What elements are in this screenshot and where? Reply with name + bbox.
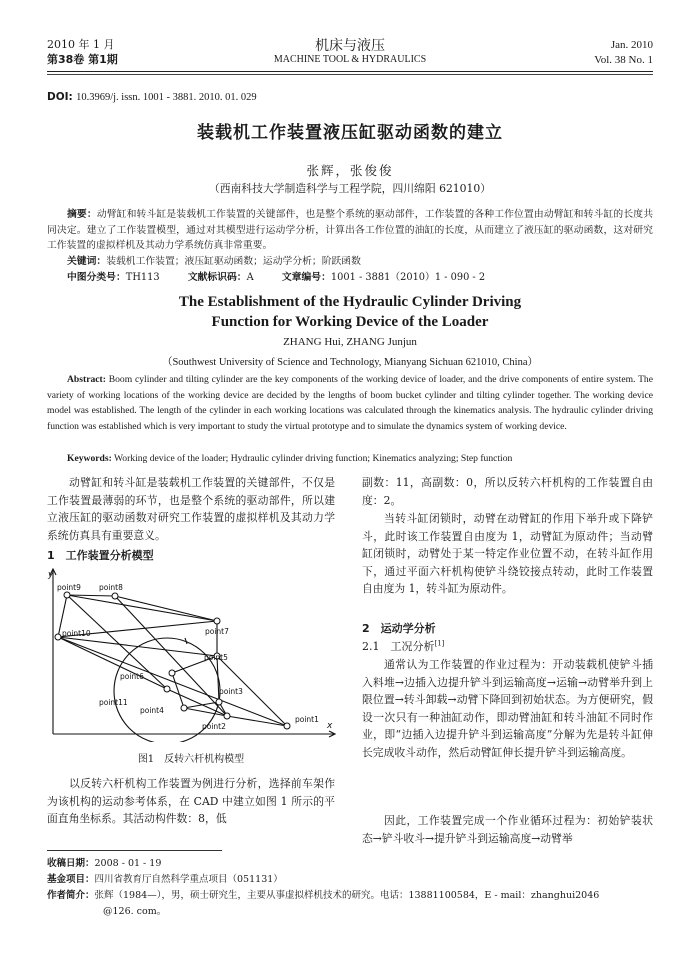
footnote-author bbox=[47, 888, 653, 903]
section-2-1-heading bbox=[362, 638, 444, 654]
figure-1-linkage bbox=[47, 566, 342, 742]
author-label: 作者简介： bbox=[47, 890, 95, 901]
abstract-cn-label: 摘要： bbox=[67, 209, 97, 220]
section-1-heading: 1 工作装置分析模型 bbox=[47, 549, 154, 562]
footnote-fund bbox=[47, 872, 653, 887]
abstract-en-label: Abstract: bbox=[67, 374, 106, 385]
footnote-received bbox=[47, 856, 653, 871]
keywords-en-text: Working device of the loader; Hydraulic cylinder driving function; Kinematics analyzing; Step function bbox=[114, 453, 513, 464]
header-journal-en: MACHINE TOOL & HYDRAULICS bbox=[273, 54, 427, 65]
clc-value: TH113 bbox=[125, 272, 160, 283]
footnote-rule bbox=[47, 850, 222, 851]
header-rule-thin bbox=[47, 74, 653, 75]
left-after-figure: 以反转六杆机构工作装置为例进行分析，选择前车架作为该机构的运动参考体系，在 CAD 中建立如图 1 所示的平面直角坐标系。其活动构件数：8，低 bbox=[47, 777, 335, 826]
keywords-cn-text: 装载机工作装置；液压缸驱动函数；运动学分析；阶跃函数 bbox=[106, 256, 361, 267]
right-p1: 副数：11，高副数：0，所以反转六杆机构的工作装置自由度：2。 bbox=[362, 476, 653, 507]
section-2-heading: 2 运动学分析 bbox=[362, 622, 436, 635]
keywords-en bbox=[47, 451, 653, 467]
joint-point11 bbox=[164, 686, 170, 692]
joint-point9 bbox=[64, 592, 70, 598]
article-label: 文章编号： bbox=[281, 272, 331, 283]
label-point9: point9 bbox=[57, 583, 81, 592]
affiliation-en: （Southwest University of Science and Technology, Mianyang Sichuan 621010, China） bbox=[161, 357, 539, 368]
header-journal-cn: 机床与液压 bbox=[315, 38, 385, 54]
right-p2: 当转斗缸闭锁时，动臂在动臂缸的作用下举升或下降铲斗，此时该工作装置自由度为 1，动臂缸为原动件；当动臂缸闭锁时，动臂处于某一特定作业位置不动，在转斗缸作用下，通过平面六杆机构使铲斗绕铰接点转动，此时工作装置自由度为 1，转斗缸为原动件。 bbox=[362, 512, 653, 596]
received-label: 收稿日期： bbox=[47, 858, 95, 869]
left-intro: 动臂缸和转斗缸是装载机工作装置的关键部件，不仅是工作装置最薄弱的环节，也是整个系统的驱动部件，所以建立液压缸的驱动函数对研究工作装置的虚拟样机及其动力学系统仿真具有重要意义。 bbox=[47, 476, 335, 542]
article-value: 1001 - 3881（2010）1 - 090 - 2 bbox=[330, 272, 486, 283]
header-volume-cn: 第38卷 第1期 bbox=[47, 53, 118, 66]
received-value: 2008 - 01 - 19 bbox=[94, 858, 162, 869]
footnote-author-email: @126. com。 bbox=[103, 906, 167, 917]
label-point2: point2 bbox=[202, 722, 226, 731]
section-2-1-ref: [1] bbox=[434, 639, 445, 648]
abstract-cn bbox=[47, 207, 653, 254]
header-volume-en: Vol. 38 No. 1 bbox=[594, 54, 653, 66]
title-cn: 装载机工作装置液压缸驱动函数的建立 bbox=[197, 123, 503, 143]
joint-point8 bbox=[112, 593, 118, 599]
authors-cn: 张辉，张俊俊 bbox=[306, 163, 394, 178]
clc-label: 中图分类号： bbox=[67, 272, 126, 283]
label-point11: point11 bbox=[99, 698, 128, 707]
joint-point1 bbox=[284, 723, 290, 729]
joint-point6 bbox=[169, 670, 175, 676]
title-en-line1: The Establishment of the Hydraulic Cylinder Driving bbox=[178, 294, 522, 310]
doc-label: 文献标识码： bbox=[187, 272, 247, 283]
label-point5: point5 bbox=[204, 653, 228, 662]
title-en-line2: Function for Working Device of the Loader bbox=[211, 314, 489, 330]
axis-y-label: y bbox=[48, 570, 54, 580]
joint-point4 bbox=[181, 705, 187, 711]
classification-line bbox=[47, 270, 653, 286]
header-rule bbox=[47, 71, 653, 72]
author-value: 张辉（1984—），男，硕士研究生，主要从事虚拟样机技术的研究。电话：13881100584，E - mail：zhanghui2046 bbox=[94, 890, 600, 901]
fund-value: 四川省教育厅自然科学重点项目（051131） bbox=[94, 874, 283, 885]
header-date-cn: 2010 年 1 月 bbox=[47, 38, 115, 51]
doi-value: 10.3969/j. issn. 1001 - 3881. 2010. 01. 029 bbox=[76, 92, 257, 103]
right-p3: 通常认为工作装置的作业过程为：开动装载机使铲斗插入料堆→边插入边提升铲斗到运输高度→运输→动臂举升到上限位置→转斗卸载→动臂下降回到初始状态。为方便研究，假设一次只有一种油缸动作，即动臂油缸和转斗油缸不同时作业，即“边插入边提升铲斗到运输高度”分解为先是转斗缸伸长完成收斗动作，然后动臂缸伸长提升铲斗到运输高度。 bbox=[362, 658, 653, 759]
header-date-en: Jan. 2010 bbox=[610, 39, 653, 51]
affiliation-cn: （西南科技大学制造科学与工程学院，四川绵阳 621010） bbox=[208, 182, 492, 195]
doi-line bbox=[47, 91, 257, 103]
label-point8: point8 bbox=[99, 583, 123, 592]
abstract-cn-text: 动臂缸和转斗缸是装载机工作装置的关键部件，也是整个系统的驱动部件，工作装置的各种工作位置由动臂缸和转斗缸的长度共同决定。建立了工作装置模型，通过对其模型进行运动学分析，计算出各工作位置的油缸的长度，从而建立了液压缸的驱动函数，这对研究工作装置的虚拟样机及其动力学系统仿真非常重要。 bbox=[47, 209, 654, 251]
authors-en: ZHANG Hui, ZHANG Junjun bbox=[283, 336, 417, 348]
keywords-cn bbox=[47, 254, 653, 270]
joint-point7 bbox=[214, 618, 220, 624]
section-2-1-title: 2.1 工况分析 bbox=[362, 640, 435, 653]
label-point1: point1 bbox=[295, 715, 319, 724]
doi-label: DOI: bbox=[47, 91, 73, 103]
fund-label: 基金项目： bbox=[47, 874, 95, 885]
label-point7: point7 bbox=[205, 627, 229, 636]
figure-1-caption: 图1 反转六杆机构模型 bbox=[137, 754, 245, 765]
joint-point3 bbox=[216, 699, 222, 705]
keywords-cn-label: 关键词： bbox=[67, 256, 107, 267]
label-point6: point6 bbox=[120, 672, 144, 681]
label-point3: point3 bbox=[219, 687, 243, 696]
axis-x-label: x bbox=[327, 721, 333, 731]
doc-value: A bbox=[246, 272, 254, 283]
joint-point10 bbox=[55, 634, 61, 640]
keywords-en-label: Keywords: bbox=[67, 453, 112, 464]
label-point10: point10 bbox=[62, 629, 91, 638]
right-p4: 因此，工作装置完成一个作业循环过程为：初始铲装状态→铲斗收斗→提升铲斗到运输高度→动臂举 bbox=[362, 814, 653, 845]
abstract-en-text: Boom cylinder and tilting cylinder are the key components of the working device of loader, and the drive components of entire system. The variety of working locations of the working device are decided by the lengths of boom bucket cylinder and tilting cylinder together. The working device model was established. The length of the cylinder in each working locations was calculated through the kinematics analysis. The hydraulic cylinder driving function was established which is very important to study the virtual prototype and to simulate the dynamics system of working device. bbox=[47, 374, 653, 432]
joint-point2 bbox=[224, 713, 230, 719]
abstract-en bbox=[47, 372, 653, 434]
label-point4: point4 bbox=[140, 706, 164, 715]
